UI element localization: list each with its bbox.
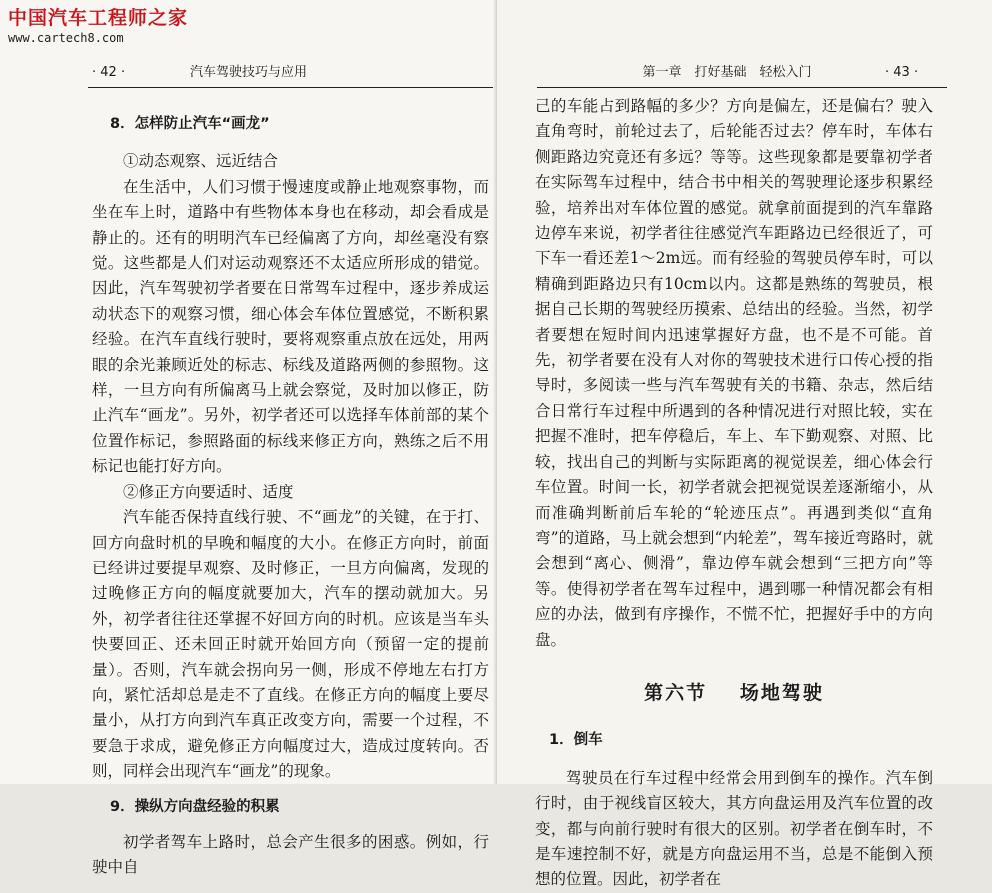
right-paragraph-2: 驾驶员在行车过程中经常会用到倒车的操作。汽车倒行时，由于视线盲区较大，其方向盘运用及汽车位置的改变，都与向前行驶时有很大的区别。初学者在倒车时，不是车速控制不好，就是方向盘运用不当，总是不能倒入预想的位置。因此，初学者在 [535, 768, 933, 889]
heading-9: 9．操纵方向盘经验的积累 [110, 798, 280, 815]
watermark [8, 6, 188, 46]
point-1: ①动态观察、远近结合 [123, 152, 279, 171]
left-page [0, 0, 497, 877]
section-label: 第六节 [644, 681, 708, 704]
right-page [497, 0, 992, 889]
left-body [92, 112, 489, 881]
section-name: 场地驾驶 [739, 681, 824, 704]
right-header-rule [537, 87, 947, 88]
left-paragraph-2: 汽车能否保持直线行驶、不“画龙”的关键，在于打、回方向盘时机的早晚和幅度的大小。在修正方向时，前面已经讲过要提早观察、及时修正，一旦方向偏离，发现的过晚修正方向的幅度就要加大，汽车的摆动就加大。另外，初学者往往还掌握不好回方向的时机。应该是当车头快要回正、还未回正时就开始回方向（预留一定的提前量）。否则，汽车就会拐向另一侧，形成不停地左右打方向，紧忙活却总是走不了直线。在修正方向的幅度上要尽量小，从打方向到汽车真正改变方向，需要一个过程，不要急于求成，避免修正方向幅度过大，造成过度转向。否则，同样会出现汽车“画龙”的现象。 [92, 508, 489, 781]
left-paragraph-1: 在生活中，人们习惯于慢速度或静止地观察事物，而坐在车上时，道路中有些物体本身也在移动，却会看成是静止的。还有的明明汽车已经偏离了方向，却丝毫没有察觉。这些都是人们对运动观察还不太适应所形成的错觉。因此，汽车驾驶初学者要在日常驾车过程中，逐步养成运动状态下的观察习惯，细心体会车体位置感觉，不断积累经验。在汽车直线行驶时，要将观察重点放在远处，用两眼的余光兼顾近处的标志、标线及道路两侧的参照物。这样，一旦方向有所偏离马上就会察觉，及时加以修正，防止汽车“画龙”。另外，初学者还可以选择车体前部的某个位置作标记，参照路面的标线来修正方向，熟练之后不用标记也能打好方向。 [92, 177, 489, 476]
point-2: ②修正方向要适时、适度 [123, 482, 294, 501]
left-paragraph-3: 初学者驾车上路时，总会产生很多的困惑。例如，行驶中自 [92, 832, 489, 877]
left-page-number: · 42 · [92, 65, 126, 80]
right-page-number: · 43 · [885, 65, 919, 80]
left-header-rule [88, 87, 498, 88]
heading-1: 1．倒车 [549, 732, 603, 749]
right-running-title: 第一章 打好基础 轻松入门 [642, 65, 812, 80]
right-paragraph-1: 己的车能占到路幅的多少？方向是偏左，还是偏右？驶入直角弯时，前轮过去了，后轮能否过去？停车时，车体右侧距路边究竟还有多远？等等。这些现象都是要靠初学者在实际驾车过程中，结合书中相关的驾驶理论逐步积累经验，培养出对车体位置的感觉。就拿前面提到的汽车靠路边停车来说，初学者往往感觉汽车距路边已经很近了，可下车一看还差1～2m远。而有经验的驾驶员停车时，可以精确到距路边只有10cm以内。这都是熟练的驾驶员，根据自己长期的驾驶经历摸索、总结出的经验。当然，初学者要想在短时间内迅速掌握好方盘，也不是不可能。首先，初学者要在没有人对你的驾驶技术进行口传心授的指导时，多阅读一些与汽车驾驶有关的书籍、杂志，然后结合日常行车过程中所遇到的各种情况进行对照比较，实在把握不准时，把车停稳后，车上、车下勤观察、对照、比较，找出自己的判断与实际距离的视觉误差，细心体会行车位置。时间一长，初学者就会把视觉误差逐渐缩小，从而准确判断前后车轮的“轮迹压点”。再遇到类似“直角弯”的道路，马上就会想到“内轮差”，驾车接近弯路时，就会想到“离心、侧滑”，靠边停车就会想到“三把方向”等等。使得初学者在驾车过程中，遇到哪一种情况都会有相应的办法，做到有序操作，不慌不忙，把握好手中的方向盘。 [535, 97, 933, 649]
heading-8: 8．怎样防止汽车“画龙” [110, 116, 270, 132]
right-body [535, 94, 933, 893]
left-running-title: 汽车驾驶技巧与应用 [189, 65, 307, 80]
section-title [535, 681, 933, 706]
watermark-site-name: 中国汽车工程师之家 [8, 7, 189, 29]
watermark-url: www.cartech8.com [8, 31, 124, 45]
